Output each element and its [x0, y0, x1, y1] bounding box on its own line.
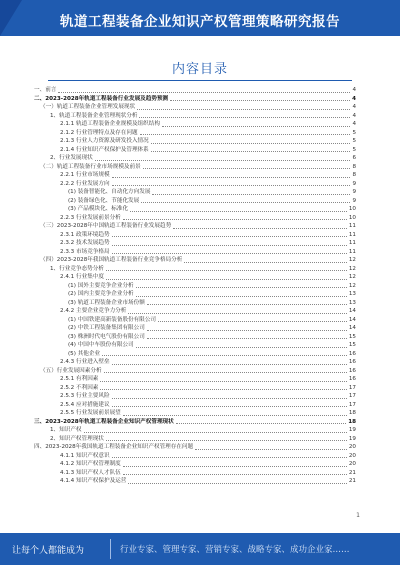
toc-entry-page: 4: [352, 87, 356, 93]
toc-entry-page: 8: [352, 163, 356, 170]
toc-entry[interactable]: [34, 205, 356, 214]
toc-leader-dots: [176, 423, 346, 424]
toc-entry[interactable]: [34, 214, 356, 223]
toc-entry[interactable]: [34, 375, 356, 384]
toc-entry[interactable]: [34, 324, 356, 333]
toc-entry-page: 11: [348, 240, 356, 246]
toc-entry[interactable]: [34, 239, 356, 248]
toc-entry-title: 2.3.2 技术发展趋势: [60, 240, 110, 246]
toc-entry[interactable]: [34, 452, 356, 461]
toc-entry-title: （二）轨道工程装备行业市场规模及前景: [40, 163, 141, 170]
toc-entry-page: 18: [348, 410, 356, 416]
toc-entry[interactable]: [34, 367, 356, 376]
toc-entry-title: 2.5.5 行业发展前景展望: [60, 410, 121, 416]
toc-entry-page: 8: [352, 172, 356, 178]
toc-entry[interactable]: [34, 120, 356, 129]
toc-leader-dots: [151, 143, 351, 144]
toc-leader-dots: [123, 415, 347, 416]
toc-leader-dots: [112, 364, 347, 365]
toc-entry-page: 18: [348, 418, 356, 425]
toc-entry-title: (2) 中铁工程装备集团有限公司: [68, 325, 145, 331]
toc-entry-page: 13: [348, 291, 356, 297]
toc-entry[interactable]: [34, 103, 356, 112]
toc-entry-page: 5: [352, 129, 356, 136]
toc-entry-title: 4.1.3 知识产权人才队伍: [60, 469, 121, 476]
toc-leader-dots: [184, 262, 347, 263]
toc-entry-title: 2.2.1 行业市场规模: [60, 172, 110, 178]
toc-entry[interactable]: [34, 443, 356, 452]
toc-entry-page: 9: [352, 197, 356, 204]
toc-entry[interactable]: [34, 256, 356, 265]
toc-entry-title: (1) 中国铁建高新装备股份有限公司: [68, 316, 157, 323]
toc-entry-page: 19: [348, 435, 356, 442]
toc-leader-dots: [128, 313, 347, 314]
toc-entry-title: (3) 轨道工程装备企业市场份额: [68, 299, 145, 306]
toc-leader-dots: [130, 211, 347, 212]
toc-entry-title: 1、行业竞争态势分析: [50, 265, 104, 272]
toc-leader-dots: [136, 296, 347, 297]
toc-entry-page: 12: [348, 265, 356, 272]
toc-entry[interactable]: [34, 350, 356, 359]
toc-entry-title: 4.1.2 知识产权管理制度: [60, 461, 121, 467]
toc-entry[interactable]: [34, 418, 356, 427]
toc-entry-page: 9: [352, 180, 356, 187]
toc-entry-title: 2.5.1 有利因素: [60, 376, 99, 382]
footer-divider: [110, 539, 111, 559]
toc-entry-page: 4: [352, 104, 356, 110]
toc-leader-dots: [123, 219, 347, 220]
toc-entry[interactable]: [34, 435, 356, 444]
toc-leader-dots: [141, 202, 350, 203]
toc-entry-title: (3) 株洲时代电气股份有限公司: [68, 333, 145, 340]
toc-entry[interactable]: [34, 290, 356, 299]
toc-leader-dots: [147, 338, 347, 339]
toc-entry[interactable]: [34, 265, 356, 274]
toc-entry-title: （五）行业发展因素分析: [40, 367, 102, 374]
toc-entry-page: 15: [348, 342, 356, 348]
toc-entry-title: (4) 中国中车股份有限公司: [68, 342, 134, 348]
toc-entry-page: 4: [352, 121, 356, 127]
toc-leader-dots: [128, 483, 347, 484]
toc-entry-page: 19: [348, 427, 356, 433]
toc-entry-page: 11: [348, 231, 356, 238]
toc-entry-page: 14: [348, 325, 356, 331]
toc-leader-dots: [106, 270, 347, 271]
toc-entry-page: 14: [348, 316, 356, 323]
toc-leader-dots: [147, 330, 347, 331]
toc-entry[interactable]: [34, 299, 356, 308]
toc-entry[interactable]: [34, 341, 356, 350]
toc-entry-title: 2.1.4 行业知识产权保护及管理体系: [60, 146, 149, 153]
toc-leader-dots: [195, 449, 347, 450]
toc-entry-page: 10: [348, 214, 356, 221]
toc-heading-rule: [48, 80, 352, 81]
toc-entry-title: (1) 国外主要竞争企业分析: [68, 282, 134, 289]
toc-entry[interactable]: [34, 86, 356, 95]
toc-entry[interactable]: [34, 384, 356, 393]
toc-leader-dots: [147, 304, 347, 305]
toc-entry-page: 11: [348, 223, 356, 229]
toc-leader-dots: [112, 236, 347, 237]
toc-entry-page: 12: [348, 274, 356, 280]
toc-entry[interactable]: [34, 392, 356, 401]
toc-entry-page: 12: [348, 282, 356, 289]
toc-entry[interactable]: [34, 333, 356, 342]
toc-leader-dots: [112, 406, 347, 407]
toc-entry[interactable]: [34, 248, 356, 257]
toc-entry-title: 2、知识产权管理现状: [50, 435, 104, 442]
toc-entry-page: 9: [352, 189, 356, 195]
toc-leader-dots: [140, 134, 351, 135]
toc-entry[interactable]: [34, 137, 356, 146]
toc-entry-page: 4: [352, 95, 356, 102]
toc-leader-dots: [143, 168, 351, 169]
toc-entry-title: (1) 装备智能化、自动化方向发展: [68, 189, 151, 195]
toc-entry-title: 2.2.3 行业发展前景分析: [60, 214, 121, 221]
toc-entry[interactable]: [34, 469, 356, 478]
table-of-contents: [34, 86, 356, 510]
toc-entry-page: 20: [348, 452, 356, 459]
toc-entry-title: 1、知识产权: [50, 427, 82, 433]
toc-leader-dots: [104, 372, 347, 373]
toc-leader-dots: [112, 185, 351, 186]
toc-leader-dots: [136, 347, 347, 348]
footer-tagline: 行业专家、管理专家、营销专家、战略专家、成功企业家……: [120, 545, 350, 555]
toc-leader-dots: [136, 287, 347, 288]
toc-leader-dots: [170, 100, 350, 101]
toc-entry-page: 15: [348, 333, 356, 340]
toc-entry-title: 2.1.2 行业管理特点及存在问题: [60, 129, 138, 136]
toc-entry[interactable]: [34, 180, 356, 189]
toc-leader-dots: [95, 160, 351, 161]
toc-entry[interactable]: [34, 273, 356, 282]
toc-entry-title: 2.3.1 政策环境趋势: [60, 231, 110, 238]
toc-entry-page: 11: [348, 248, 356, 255]
toc-leader-dots: [151, 151, 351, 152]
toc-entry-title: 2.5.4 应对措施建议: [60, 401, 110, 408]
toc-entry-title: 二、2023-2028年轨道工程装备行业发展及趋势预测: [34, 95, 169, 102]
toc-entry-title: （一）轨道工程装备企业管理发展现状: [40, 104, 136, 110]
toc-entry[interactable]: [34, 358, 356, 367]
toc-entry-page: 17: [348, 384, 356, 391]
toc-entry-title: 2.4.2 主要企业竞争力分析: [60, 308, 127, 314]
toc-entry-title: 2.5.2 不利因素: [60, 384, 99, 391]
toc-entry-page: 21: [348, 469, 356, 476]
toc-heading: 内容目录: [171, 62, 228, 77]
toc-entry[interactable]: [34, 129, 356, 138]
toc-entry[interactable]: [34, 307, 356, 316]
toc-entry-page: 5: [352, 146, 356, 153]
toc-leader-dots: [123, 474, 347, 475]
toc-entry-title: (2) 国内主要竞争企业分析: [68, 291, 134, 297]
toc-entry-title: (2) 装备绿色化、节能化发展: [68, 197, 140, 204]
toc-leader-dots: [112, 398, 347, 399]
toc-entry-title: 2.3.3 市场竞争格局: [60, 248, 110, 255]
toc-leader-dots: [112, 253, 347, 254]
toc-entry[interactable]: [34, 163, 356, 172]
toc-leader-dots: [100, 381, 346, 382]
toc-entry-page: 17: [348, 393, 356, 399]
toc-entry-page: 20: [348, 461, 356, 467]
toc-entry-page: 5: [352, 138, 356, 144]
toc-entry-title: 2.1.3 行业人力资源及研发投入情况: [60, 138, 149, 144]
toc-leader-dots: [173, 228, 347, 229]
toc-entry-title: 2.4.1 行业集中度: [60, 274, 104, 280]
toc-leader-dots: [123, 466, 347, 467]
toc-entry-page: 16: [348, 350, 356, 357]
toc-entry[interactable]: [34, 316, 356, 325]
toc-leader-dots: [58, 92, 350, 93]
toc-leader-dots: [152, 194, 350, 195]
toc-entry-page: 13: [348, 299, 356, 306]
page-number: 1: [356, 512, 360, 519]
toc-entry-title: 2.1.1 轨道工程装备企业规模及组织结构: [60, 121, 160, 127]
toc-entry-page: 12: [348, 257, 356, 263]
toc-entry[interactable]: [34, 409, 356, 418]
toc-entry-page: 16: [348, 367, 356, 374]
toc-leader-dots: [112, 177, 351, 178]
toc-entry-page: 6: [352, 155, 356, 161]
toc-entry-title: 4.1.4 知识产权保护及运营: [60, 478, 127, 484]
toc-entry[interactable]: [34, 282, 356, 291]
toc-leader-dots: [106, 279, 347, 280]
toc-entry-title: 2.5.3 行业主要风险: [60, 393, 110, 399]
toc-entry-title: （三）2023-2028年中国轨道工程装备行业发展趋势: [40, 223, 172, 229]
report-header-bar: [0, 0, 400, 36]
toc-entry-title: (3) 产品模块化、标准化: [68, 206, 129, 212]
toc-entry-page: 21: [348, 478, 356, 484]
toc-entry[interactable]: [34, 197, 356, 206]
toc-leader-dots: [84, 432, 347, 433]
toc-entry[interactable]: [34, 426, 356, 435]
toc-entry-title: 4.1.1 知识产权意识: [60, 452, 110, 459]
toc-entry-page: 10: [348, 206, 356, 212]
toc-leader-dots: [106, 440, 347, 441]
toc-entry-page: 17: [348, 401, 356, 408]
toc-leader-dots: [158, 321, 347, 322]
toc-leader-dots: [102, 355, 347, 356]
toc-entry-page: 16: [348, 359, 356, 365]
toc-entry-title: 三、2023-2028年轨道工程装备企业知识产权管理现状: [34, 418, 174, 425]
toc-entry[interactable]: [34, 231, 356, 240]
toc-entry[interactable]: [34, 188, 356, 197]
footer-bar: [0, 533, 400, 565]
toc-leader-dots: [162, 126, 351, 127]
toc-entry[interactable]: [34, 95, 356, 104]
toc-leader-dots: [139, 117, 350, 118]
toc-entry-page: 16: [348, 376, 356, 382]
toc-leader-dots: [112, 457, 347, 458]
footer-slogan: 让每个人都能成为: [12, 546, 85, 556]
toc-entry[interactable]: [34, 171, 356, 180]
toc-entry-title: (5) 其他企业: [68, 350, 101, 357]
report-title: 轨道工程装备企业知识产权管理策略研究报告: [60, 14, 340, 30]
toc-entry[interactable]: [34, 112, 356, 121]
toc-entry[interactable]: [34, 146, 356, 155]
toc-entry[interactable]: [34, 154, 356, 163]
toc-entry-page: 14: [348, 308, 356, 314]
toc-entry-title: 四、2023-2028年我国轨道工程装备企业知识产权管理存在问题: [34, 444, 194, 450]
toc-entry[interactable]: [34, 460, 356, 469]
toc-entry-page: 4: [352, 112, 356, 119]
toc-entry-title: 2、行业发展现状: [50, 155, 93, 161]
toc-entry[interactable]: [34, 401, 356, 410]
toc-entry-title: 2.2.2 行业发展方向: [60, 180, 110, 187]
toc-entry-title: 1、轨道工程装备企业管理现状分析: [50, 112, 138, 119]
toc-leader-dots: [112, 245, 347, 246]
toc-entry[interactable]: [34, 477, 356, 486]
toc-entry-title: 2.4.3 行业进入壁垒: [60, 359, 110, 365]
toc-leader-dots: [100, 389, 346, 390]
toc-entry-page: 20: [348, 444, 356, 450]
toc-entry-title: 一、前言: [34, 87, 57, 93]
toc-entry[interactable]: [34, 222, 356, 231]
toc-entry-title: （四）2023-2028年我国轨道工程装备行业竞争格局分析: [40, 257, 183, 263]
toc-leader-dots: [137, 109, 350, 110]
